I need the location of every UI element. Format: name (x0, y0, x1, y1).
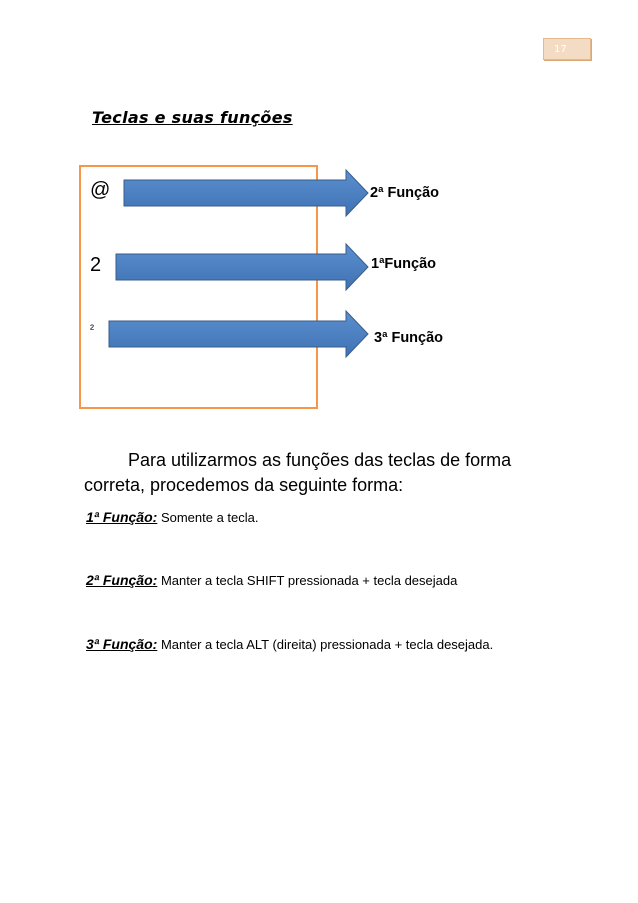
function-label-2: 1ªFunção (371, 256, 436, 272)
function-term: 2ª Função: (86, 572, 158, 588)
function-term: 1ª Função: (86, 509, 158, 525)
function-desc: Somente a tecla. (160, 510, 259, 525)
function-label-3: 3ª Função (374, 330, 444, 346)
function-desc: Manter a tecla SHIFT pressionada + tecla desejada (160, 573, 458, 588)
arrow-3 (109, 311, 368, 357)
function-item-2 (86, 570, 556, 591)
key-superscript-label: ² (90, 322, 94, 336)
arrow-2 (116, 244, 368, 290)
function-item-1 (86, 507, 556, 528)
section-title: Teclas e suas funções (92, 108, 293, 127)
page-number: 17 (543, 38, 591, 60)
intro-paragraph (84, 448, 554, 498)
arrow-1 (124, 170, 368, 216)
function-item-3 (86, 634, 556, 655)
function-term: 3ª Função: (86, 636, 158, 652)
key-at-label: @ (90, 179, 111, 201)
key-two-label: 2 (90, 254, 102, 276)
function-label-1: 2ª Função (370, 185, 440, 201)
intro-text: Para utilizarmos as funções das teclas de forma correta, procedemos da seguinte forma: (84, 450, 512, 495)
function-desc: Manter a tecla ALT (direita) pressionada + tecla desejada. (160, 637, 494, 652)
